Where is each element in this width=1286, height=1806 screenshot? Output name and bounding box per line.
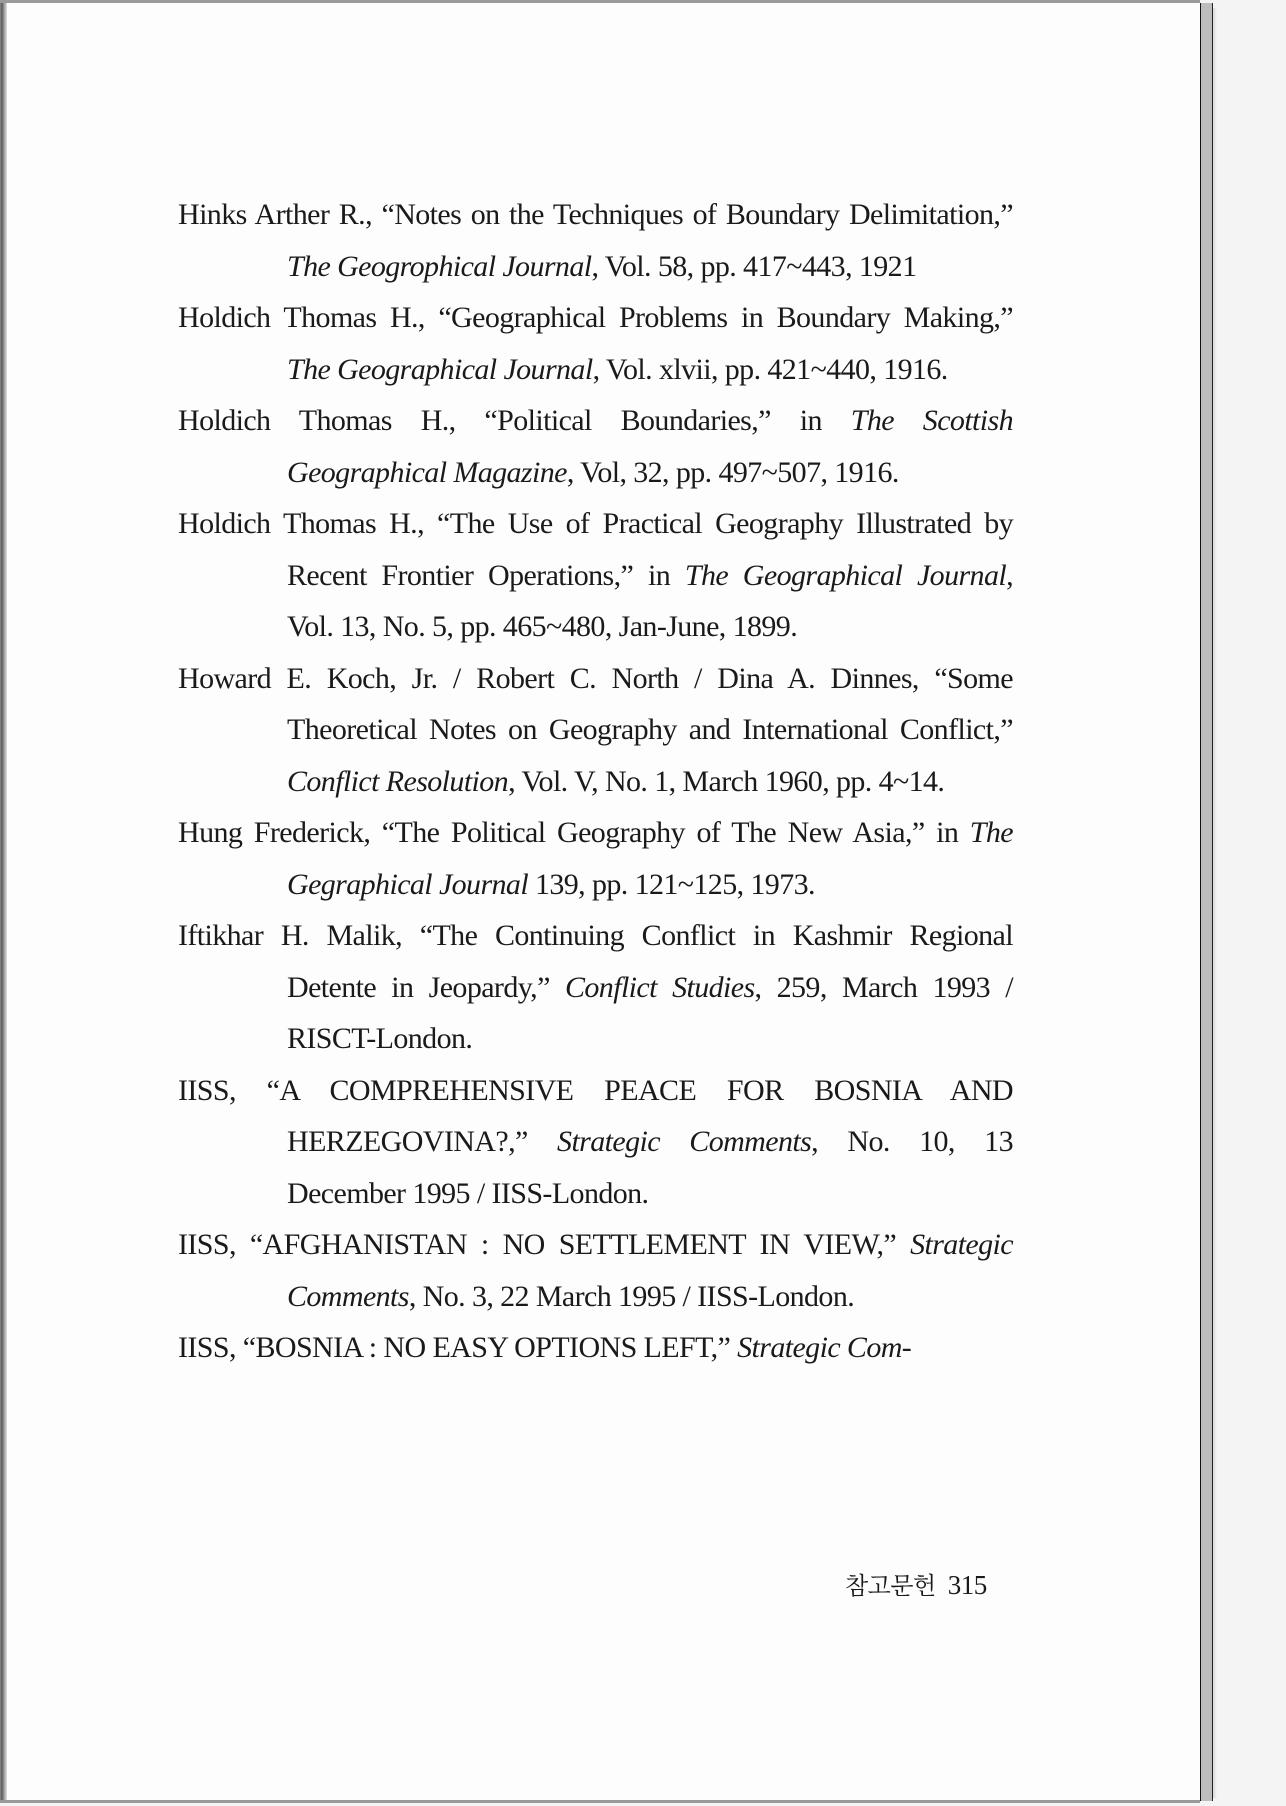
- page-spine-edge: [1200, 3, 1213, 1801]
- reference-text: Howard E. Koch, Jr. / Robert C. North / Dina A. Dinnes, “Some Theoretical Notes on Geography and International Conflict,”: [178, 661, 1013, 746]
- section-label: 참고문헌: [845, 1572, 936, 1600]
- reference-entry: [178, 910, 1013, 1065]
- reference-text: Holdich Thomas H., “Political Boundaries,” in: [178, 404, 851, 437]
- reference-details: , No. 10, 13 December 1995 / IISS-London.: [287, 1125, 1013, 1210]
- reference-details: , Vol. 13, No. 5, pp. 465~480, Jan-June, 1899.: [287, 558, 1013, 643]
- reference-details: , Vol. V, No. 1, March 1960, pp. 4~14.: [508, 764, 945, 798]
- reference-details: , Vol. xlvii, pp. 421~440, 1916.: [592, 352, 948, 386]
- page-number: 315: [947, 1570, 987, 1600]
- reference-journal: Strategic Comments: [287, 1228, 1013, 1313]
- reference-text: Iftikhar H. Malik, “The Continuing Conflict in Kashmir Regional Detente in Jeopardy,”: [178, 919, 1013, 1004]
- reference-journal: Strategic Com-: [737, 1331, 912, 1364]
- reference-entry: [178, 1219, 1013, 1322]
- reference-details: , 259, March 1993 / RISCT-London.: [287, 970, 1013, 1055]
- page-left-edge: [0, 3, 7, 1800]
- reference-entry: [178, 189, 1013, 292]
- reference-details: 139, pp. 121~125, 1973.: [528, 867, 815, 901]
- reference-journal: The Gegraphical Journal: [287, 816, 1013, 901]
- reference-entry: [178, 807, 1013, 910]
- reference-text: IISS, “BOSNIA : NO EASY OPTIONS LEFT,”: [178, 1331, 738, 1364]
- reference-text: Hinks Arther R., “Notes on the Techniques of Boundary Delimitation,”: [178, 198, 1013, 231]
- reference-journal: The Geographical Journal: [684, 558, 1007, 592]
- reference-text: IISS, “AFGHANISTAN : NO SETTLEMENT IN VIEW,”: [178, 1228, 911, 1261]
- reference-journal: Strategic Comments: [557, 1125, 812, 1158]
- reference-entry: [178, 498, 1013, 653]
- reference-journal: The Geographical Journal: [287, 352, 593, 386]
- reference-entry: [178, 292, 1013, 395]
- reference-journal: The Scottish Geographical Magazine: [287, 404, 1013, 489]
- page-footer: [845, 1566, 987, 1601]
- page-shadow: [1213, 8, 1217, 1798]
- reference-text: Holdich Thomas H., “Geographical Problems in Boundary Making,”: [178, 301, 1013, 334]
- reference-text: IISS, “A COMPREHENSIVE PEACE FOR BOSNIA AND HERZEGOVINA?,”: [178, 1073, 1013, 1158]
- reference-list: [178, 189, 1013, 1374]
- reference-journal: Conflict Resolution: [287, 764, 509, 798]
- reference-details: , Vol. 58, pp. 417~443, 1921: [591, 249, 917, 283]
- reference-journal: The Geogrophical Journal: [287, 249, 592, 283]
- reference-entry: [178, 1065, 1013, 1220]
- reference-journal: Conflict Studies: [565, 970, 755, 1004]
- reference-details: , No. 3, 22 March 1995 / IISS-London.: [408, 1279, 855, 1313]
- reference-details: , Vol, 32, pp. 497~507, 1916.: [566, 455, 899, 489]
- reference-text: Holdich Thomas H., “The Use of Practical Geography Illustrated by Recent Frontier Operations,” in: [178, 507, 1013, 592]
- reference-entry: [178, 395, 1013, 498]
- reference-entry: [178, 1322, 1013, 1374]
- reference-entry: [178, 653, 1013, 808]
- reference-text: Hung Frederick, “The Political Geography of The New Asia,” in: [178, 816, 970, 849]
